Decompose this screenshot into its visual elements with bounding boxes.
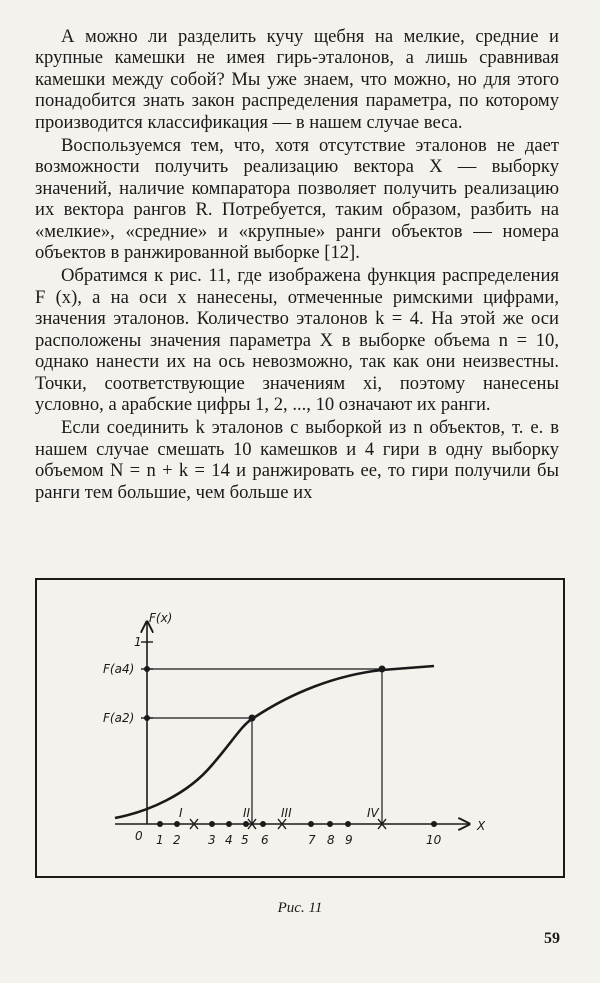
origin-label: 0 <box>135 829 143 843</box>
f-a2-label: F(a2) <box>103 711 135 725</box>
standard-label: IV <box>367 806 379 820</box>
paragraph-4: Если соединить k эталонов с выборкой из n объектов, т. е. в нашем случае смешать 10 камешков и 4 гири в одну выборку объемом N = n + k = 14 и ранжировать ее, то гири получили бы ранги тем большие, чем больше их <box>35 417 559 503</box>
rank-label: 1 <box>156 833 164 847</box>
rank-label: 5 <box>241 833 249 847</box>
rank-label: 8 <box>327 833 335 847</box>
point-f-a2 <box>249 715 256 722</box>
rank-label: 3 <box>208 833 216 847</box>
f-a4-label: F(a4) <box>103 662 135 676</box>
rank-label: 6 <box>261 833 269 847</box>
figure-caption: Рис. 11 <box>277 900 323 916</box>
y-axis-label: F(x) <box>149 611 173 625</box>
paragraph-1: А можно ли разделить кучу щебня на мелкие, средние и крупные камешки не имея гирь-эталонов, а лишь сравнивая камешки между собой? Мы уже знаем, что можно, но для этого понадобится знать закон распределения параметра, по которому производится классификация — в нашем случае веса. <box>35 26 559 133</box>
paragraph-2: Воспользуемся тем, что, хотя отсутствие эталонов не дает возможности получить реализацию вектора X — выборку значений, наличие компаратора позволяет получить реализацию их вектора рангов R. Потребуется, таким образом, разбить на «мелкие», «средние» и «крупные» ранги объектов — номера объектов в ранжированной выборке [12]. <box>35 135 559 264</box>
rank-label: 7 <box>308 833 316 847</box>
rank-label: 9 <box>345 833 353 847</box>
standard-label: II <box>243 806 251 820</box>
x-axis-label: X <box>477 819 486 833</box>
paragraph-3: Обратимся к рис. 11, где изображена функция распределения F (x), а на оси x нанесены, отмеченные римскими цифрами, значения эталонов. Количество эталонов k = 4. На этой же оси расположены значения параметра X в выборке объема n = 10, однако нанести их на ось невозможно, так как они неизвестны. Точки, соответствующие значениям xi, поэтому нанесены условно, а арабские цифры 1, 2, ..., 10 означают их ранги. <box>35 265 559 415</box>
rank-label: 4 <box>225 833 233 847</box>
standard-label: I <box>179 806 183 820</box>
rank-label: 10 <box>426 833 442 847</box>
y-one-label: 1 <box>134 635 142 649</box>
rank-label: 2 <box>173 833 181 847</box>
page-number: 59 <box>544 930 560 947</box>
point-f-a4 <box>379 666 386 673</box>
figure-11 <box>35 578 565 878</box>
distribution-curve <box>115 666 434 818</box>
standard-label: III <box>281 806 292 820</box>
body-text <box>35 26 559 505</box>
distribution-plot <box>37 580 567 880</box>
